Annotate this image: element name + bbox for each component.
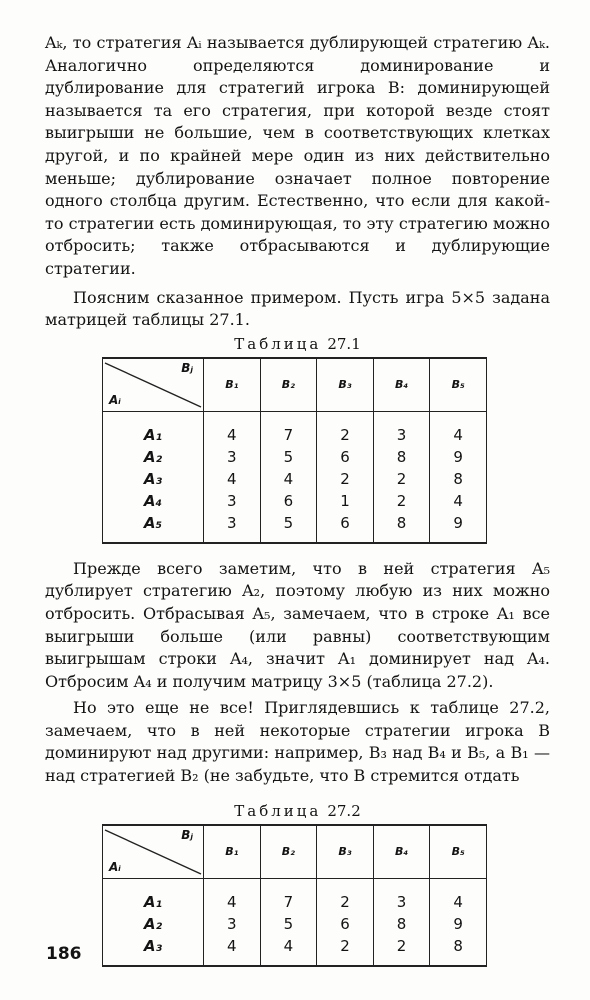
table-1-cell: 4: [430, 490, 487, 512]
table-2-cell: 4: [260, 935, 317, 966]
table-1-col-header: B₅: [430, 358, 487, 412]
table-2-col-header: B₄: [373, 825, 430, 879]
table-2-cell: 3: [204, 913, 261, 935]
table-1-caption-word: Таблица: [234, 334, 322, 353]
table-2-cell: 4: [430, 891, 487, 913]
table-2-cell: 8: [430, 935, 487, 966]
table-2-row-label: A₂: [103, 913, 204, 935]
table-1-row-label: A₃: [103, 468, 204, 490]
table-1-corner-cell: [103, 358, 204, 412]
table-1-cell: 1: [317, 490, 374, 512]
table-1-cell: 8: [373, 446, 430, 468]
table-1-cell: 4: [260, 468, 317, 490]
table-1-cell: 6: [317, 512, 374, 543]
table-2-cell: 2: [373, 935, 430, 966]
paragraph-2: Поясним сказанное примером. Пусть игра 5×5 задана матрицей таблицы 27.1.: [45, 287, 550, 330]
table-2-row-label: A₃: [103, 935, 204, 966]
table-2: [102, 824, 487, 967]
table-2-col-header: B₃: [317, 825, 374, 879]
table-1-corner-bottom: Aᵢ: [109, 392, 121, 407]
table-1-row: [103, 468, 487, 490]
table-2-corner-bottom: Aᵢ: [109, 859, 121, 874]
table-2-caption-word: Таблица: [234, 801, 322, 820]
table-1-row: [103, 446, 487, 468]
table-1-header-row: [103, 358, 487, 412]
table-1-row: [103, 424, 487, 446]
table-2-corner-top: Bⱼ: [181, 827, 193, 842]
table-1-cell: 5: [260, 446, 317, 468]
paragraph-4: Но это еще не все! Приглядевшись к таблице 27.2, замечаем, что в ней некоторые стратегии игрока B доминируют над другими: например, B₃ над B₄ и B₅, а B₁ — над стратегией B₂ (не забудьте, что B стремится отдать: [45, 698, 550, 786]
table-1: [102, 357, 487, 544]
table-1-cell: 5: [260, 512, 317, 543]
table-2-corner-cell: [103, 825, 204, 879]
table-1-cell: 3: [204, 446, 261, 468]
table-1-cell: 4: [430, 424, 487, 446]
table-2-cell: 7: [260, 891, 317, 913]
table-2-cell: 2: [317, 891, 374, 913]
table-1-cell: 9: [430, 512, 487, 543]
paragraph-3: Прежде всего заметим, что в ней стратегия A₅ дублирует стратегию A₂, поэтому любую из них можно отбросить. Отбрасывая A₅, замечаем, что в строке A₁ все выигрыши больше (или равны) соответствующим выигрышам строки A₄, значит A₁ доминирует над A₄. Отбросим A₄ и получим матрицу 3×5 (таблица 27.2).: [45, 558, 550, 691]
table-1-caption-number: 27.1: [327, 334, 361, 353]
table-2-cell: 8: [373, 913, 430, 935]
table-1-cell: 4: [204, 424, 261, 446]
table-2-spacer: [103, 878, 487, 891]
table-1-col-header: B₃: [317, 358, 374, 412]
page-number: 186: [46, 944, 82, 964]
table-2-cell: 3: [373, 891, 430, 913]
table-2-cell: 4: [204, 935, 261, 966]
table-1-cell: 6: [317, 446, 374, 468]
table-1-cell: 4: [204, 468, 261, 490]
table-2-col-header: B₅: [430, 825, 487, 879]
table-1-cell: 9: [430, 446, 487, 468]
page-body: [45, 32, 550, 967]
table-2-col-header: B₂: [260, 825, 317, 879]
table-1-row: [103, 490, 487, 512]
table-1-cell: 8: [373, 512, 430, 543]
table-1-corner-top: Bⱼ: [181, 360, 193, 375]
table-2-col-header: B₁: [204, 825, 261, 879]
table-2-cell: 5: [260, 913, 317, 935]
table-1-cell: 2: [317, 468, 374, 490]
table-2-row: [103, 891, 487, 913]
table-1-cell: 7: [260, 424, 317, 446]
table-1-col-header: B₁: [204, 358, 261, 412]
table-1-row-label: A₁: [103, 424, 204, 446]
table-2-row-label: A₁: [103, 891, 204, 913]
table-1-row-label: A₂: [103, 446, 204, 468]
table-1-cell: 8: [430, 468, 487, 490]
paragraph-1: Aₖ, то стратегия Aᵢ называется дублирующей стратегию Aₖ. Аналогично определяются доминирование и дублирование для стратегий игрока B: доминирующей называется та его стратегия, при которой везде стоят выигрыши не большие, чем в соответствующих клетках другой, и по крайней мере один из них действительно меньше; дублирование означает полное повторение одного столбца другим. Естественно, что если для какой-то стратегии есть доминирующая, то эту стратегию можно отбросить; также отбрасываются и дублирующие стратегии.: [45, 33, 550, 278]
table-2-caption-number: 27.2: [327, 801, 361, 820]
table-1-cell: 3: [373, 424, 430, 446]
table-2-row: [103, 913, 487, 935]
table-1-cell: 3: [204, 490, 261, 512]
table-2-row: [103, 935, 487, 966]
table-2-header-row: [103, 825, 487, 879]
table-1-row-label: A₅: [103, 512, 204, 543]
table-1-cell: 3: [204, 512, 261, 543]
table-1-cell: 2: [373, 468, 430, 490]
table-2-cell: 9: [430, 913, 487, 935]
table-1-col-header: B₄: [373, 358, 430, 412]
table-1-caption: [45, 335, 550, 353]
table-1-row: [103, 512, 487, 543]
table-1-spacer: [103, 411, 487, 424]
table-2-cell: 4: [204, 891, 261, 913]
table-1-cell: 6: [260, 490, 317, 512]
table-1-row-label: A₄: [103, 490, 204, 512]
table-1-cell: 2: [317, 424, 374, 446]
table-2-caption: [45, 802, 550, 820]
table-1-col-header: B₂: [260, 358, 317, 412]
table-2-cell: 2: [317, 935, 374, 966]
table-1-cell: 2: [373, 490, 430, 512]
table-2-cell: 6: [317, 913, 374, 935]
